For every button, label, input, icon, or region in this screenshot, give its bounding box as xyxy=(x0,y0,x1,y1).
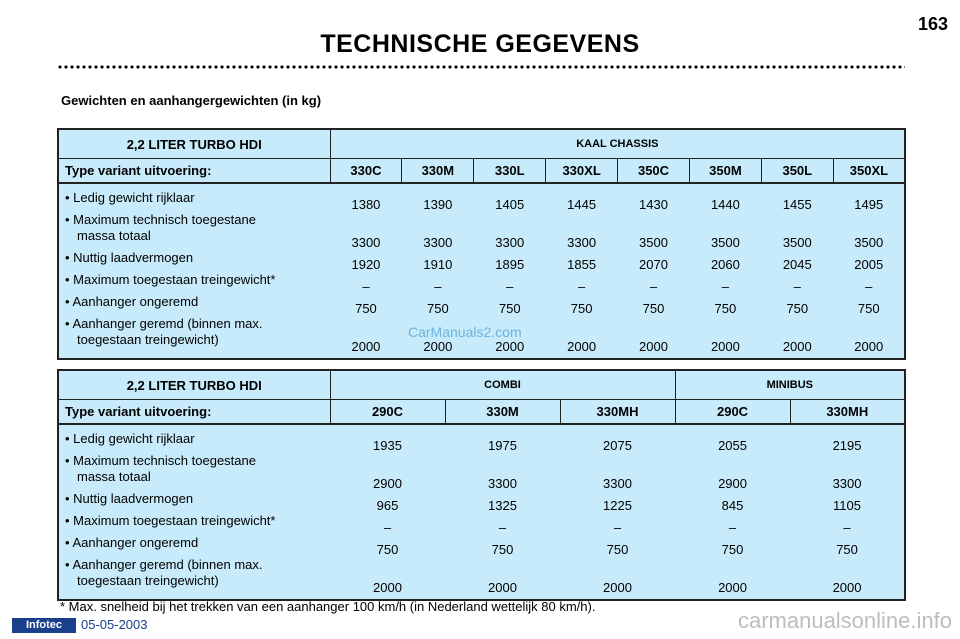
value-cell: 3500 xyxy=(782,235,812,250)
footnote: * Max. snelheid bij het trekken van een aanhanger 100 km/h (in Nederland wettelijk 80 km/h). xyxy=(60,599,596,614)
table-row xyxy=(58,513,905,535)
row-label xyxy=(58,453,330,491)
table-row xyxy=(58,212,905,250)
value-cell: 1935 xyxy=(373,438,402,453)
row-label xyxy=(58,294,330,316)
value-cell: 750 xyxy=(642,301,665,316)
infotec-logo: Infotec xyxy=(12,618,76,633)
variant-label: Type variant uitvoering: xyxy=(58,400,330,425)
value-cell: 3300 xyxy=(567,235,597,250)
value-cell: 2000 xyxy=(423,339,453,354)
value-cell: 2000 xyxy=(603,580,632,595)
table-row xyxy=(58,424,905,453)
value-cell: 3300 xyxy=(488,476,517,491)
value-cell: 750 xyxy=(498,301,521,316)
value-cell: 2005 xyxy=(854,257,884,272)
value-cell: 2000 xyxy=(567,339,597,354)
value-cell: 3500 xyxy=(854,235,884,250)
value-cell: 3300 xyxy=(423,235,453,250)
value-cell: 750 xyxy=(491,542,514,557)
group-header-minibus: MINIBUS xyxy=(675,370,905,400)
value-cell: – xyxy=(728,520,737,535)
value-cell: – xyxy=(498,520,507,535)
table-row xyxy=(58,183,905,212)
value-cell: 1855 xyxy=(567,257,597,272)
row-label-line: • Aanhanger ongeremd xyxy=(65,294,199,309)
dotted-divider xyxy=(57,64,905,70)
row-label-line: toegestaan treingewicht) xyxy=(77,573,219,588)
value-cell: – xyxy=(362,279,370,294)
variant-header: 330MH xyxy=(560,400,675,425)
value-cell: – xyxy=(649,279,658,294)
row-label-line: • Aanhanger geremd (binnen max. xyxy=(65,316,263,331)
row-label-line: • Nuttig laadvermogen xyxy=(65,250,194,265)
value-cell: 3300 xyxy=(351,235,381,250)
value-cell: 2000 xyxy=(495,339,525,354)
value-cell: 750 xyxy=(786,301,809,316)
row-label-line: • Maximum technisch toegestane xyxy=(65,453,256,468)
value-cell: 3500 xyxy=(639,235,668,250)
row-label xyxy=(58,424,330,453)
value-cell: 2000 xyxy=(782,339,812,354)
value-cell: 750 xyxy=(606,542,629,557)
row-label xyxy=(58,491,330,513)
value-cell: 2900 xyxy=(373,476,402,491)
value-cell: 3300 xyxy=(832,476,862,491)
variant-header: 330M xyxy=(402,159,474,184)
section-subtitle: Gewichten en aanhangergewichten (in kg) xyxy=(61,93,322,108)
value-cell: – xyxy=(865,279,873,294)
value-cell: 2055 xyxy=(718,438,747,453)
value-cell: 2000 xyxy=(639,339,668,354)
value-cell: 1380 xyxy=(351,197,381,212)
engine-header: 2,2 LITER TURBO HDI xyxy=(58,370,330,400)
value-cell: – xyxy=(843,520,851,535)
group-header-combi: COMBI xyxy=(330,370,675,400)
value-cell: 1225 xyxy=(603,498,632,513)
value-cell: 2000 xyxy=(488,580,517,595)
value-cell: 2060 xyxy=(710,257,740,272)
value-cell: 750 xyxy=(857,301,880,316)
variant-header: 330XL xyxy=(546,159,618,184)
value-cell: 750 xyxy=(721,542,744,557)
value-cell: – xyxy=(434,279,442,294)
variant-header: 330M xyxy=(445,400,560,425)
row-label-line: • Ledig gewicht rijklaar xyxy=(65,431,195,446)
variant-header: 290C xyxy=(675,400,790,425)
table-row xyxy=(58,294,905,316)
row-label xyxy=(58,535,330,557)
value-cell: 1920 xyxy=(351,257,381,272)
row-label-line: • Maximum toegestaan treingewicht* xyxy=(65,513,276,528)
value-cell: 750 xyxy=(714,301,737,316)
variant-header: 350C xyxy=(618,159,690,184)
row-label xyxy=(58,212,330,250)
table-row xyxy=(58,453,905,491)
watermark: CarManuals2.com xyxy=(408,324,522,340)
value-cell: 845 xyxy=(721,498,744,513)
group-header-kaal-chassis: KAAL CHASSIS xyxy=(330,129,905,159)
row-label-line: toegestaan treingewicht) xyxy=(77,332,219,347)
value-cell: 2195 xyxy=(832,438,862,453)
row-label-line: • Nuttig laadvermogen xyxy=(65,491,194,506)
row-label xyxy=(58,557,330,600)
value-cell: 1440 xyxy=(710,197,740,212)
value-cell: 750 xyxy=(355,301,377,316)
value-cell: – xyxy=(383,520,392,535)
site-watermark: carmanualsonline.info xyxy=(737,608,952,633)
value-cell: 2075 xyxy=(603,438,632,453)
table-row xyxy=(58,557,905,600)
value-cell: 3300 xyxy=(603,476,632,491)
page-number: 163 xyxy=(917,14,948,34)
value-cell: – xyxy=(506,279,514,294)
row-label xyxy=(58,513,330,535)
value-cell: 1455 xyxy=(782,197,812,212)
row-label xyxy=(58,272,330,294)
value-cell: 1105 xyxy=(833,498,862,513)
value-cell: 965 xyxy=(376,498,399,513)
value-cell: – xyxy=(793,279,801,294)
row-label-line: • Maximum technisch toegestane xyxy=(65,212,256,227)
engine-header: 2,2 LITER TURBO HDI xyxy=(58,129,330,159)
value-cell: – xyxy=(613,520,622,535)
value-cell: 2900 xyxy=(718,476,747,491)
value-cell: 750 xyxy=(570,301,593,316)
value-cell: 1975 xyxy=(488,438,517,453)
value-cell: 750 xyxy=(376,542,399,557)
variant-header: 350L xyxy=(761,159,833,184)
table-row xyxy=(58,491,905,513)
value-cell: 2000 xyxy=(854,339,884,354)
value-cell: 2070 xyxy=(639,257,668,272)
table-row xyxy=(58,535,905,557)
value-cell: 1405 xyxy=(495,197,525,212)
value-cell: – xyxy=(578,279,586,294)
row-label xyxy=(58,316,330,359)
variant-header: 330C xyxy=(330,159,402,184)
value-cell: 2000 xyxy=(710,339,740,354)
row-label xyxy=(58,183,330,212)
variant-header: 330MH xyxy=(790,400,905,425)
variant-header: 290C xyxy=(330,400,445,425)
value-cell: 2045 xyxy=(782,257,812,272)
footer-date: 05-05-2003 xyxy=(81,617,148,632)
row-label-line: • Maximum toegestaan treingewicht* xyxy=(65,272,276,287)
row-label-line: • Ledig gewicht rijklaar xyxy=(65,190,195,205)
variant-header: 330L xyxy=(474,159,546,184)
row-label-line: • Aanhanger geremd (binnen max. xyxy=(65,557,263,572)
value-cell: 1430 xyxy=(639,197,668,212)
value-cell: 1325 xyxy=(488,498,517,513)
value-cell: 2000 xyxy=(373,580,402,595)
table-row xyxy=(58,250,905,272)
value-cell: 1895 xyxy=(495,257,525,272)
value-cell: 750 xyxy=(836,542,858,557)
row-label-line: massa totaal xyxy=(77,469,151,484)
value-cell: 750 xyxy=(426,301,449,316)
value-cell: 2000 xyxy=(718,580,747,595)
variant-header: 350M xyxy=(689,159,761,184)
value-cell: 1390 xyxy=(423,197,453,212)
row-label-line: • Aanhanger ongeremd xyxy=(65,535,199,550)
value-cell: 3500 xyxy=(710,235,740,250)
value-cell: 2000 xyxy=(351,339,381,354)
row-label xyxy=(58,250,330,272)
page-title: TECHNISCHE GEGEVENS xyxy=(320,30,640,58)
table-row xyxy=(58,272,905,294)
value-cell: 2000 xyxy=(832,580,862,595)
value-cell: 3300 xyxy=(495,235,525,250)
value-cell: 1495 xyxy=(854,197,884,212)
value-cell: 1910 xyxy=(423,257,453,272)
weights-table-combi-minibus xyxy=(57,369,906,601)
row-label-line: massa totaal xyxy=(77,228,151,243)
value-cell: 1445 xyxy=(567,197,597,212)
variant-label: Type variant uitvoering: xyxy=(58,159,330,184)
value-cell: – xyxy=(721,279,730,294)
variant-header: 350XL xyxy=(833,159,905,184)
